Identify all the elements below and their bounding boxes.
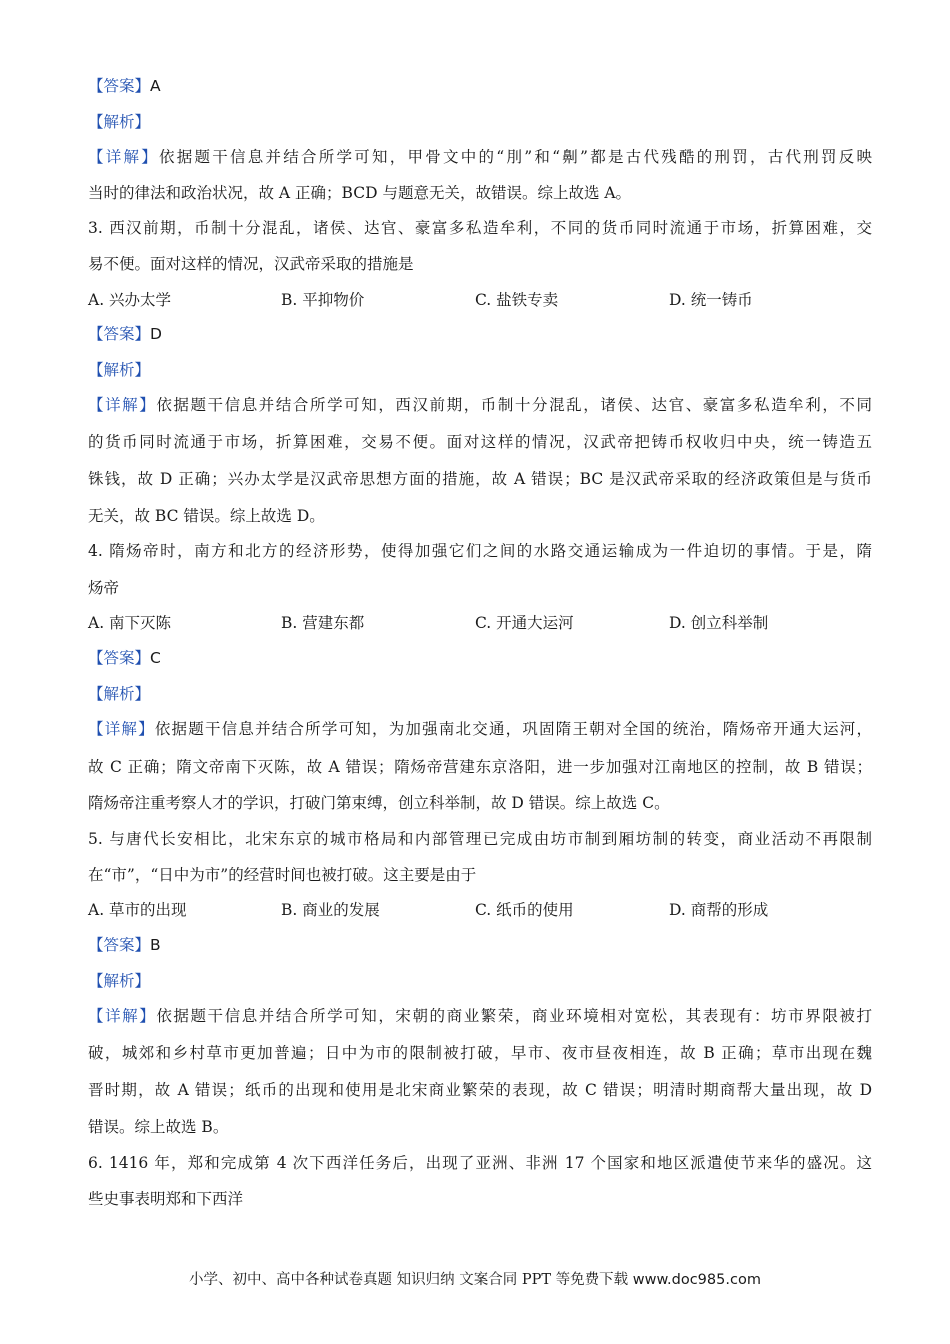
detail-line [88, 506, 325, 526]
analysis-tag: 【解析】 [88, 361, 151, 379]
detail-text: 依据题干信息并结合所学可知，为加强南北交通，巩固隋王朝对全国的统治，隋炀帝开通大运河， [154, 720, 872, 738]
answer-value: A [150, 77, 161, 95]
detail-line [88, 719, 872, 739]
question-stem [88, 578, 119, 598]
analysis-line [88, 360, 150, 380]
detail-text: 依据题干信息并结合所学可知，宋朝的商业繁荣，商业环境相对宽松，其表现有：坊市界限被打 [156, 1007, 872, 1025]
detail-text: 铢钱，故 D 正确；兴办太学是汉武帝思想方面的措施，故 A 错误；BC 是汉武帝采取的经济政策但是与货币 [88, 470, 872, 488]
analysis-tag: 【解析】 [88, 972, 151, 990]
detail-tag: 【详解】 [88, 148, 160, 166]
option-b: B. 平抑物价 [281, 291, 365, 309]
detail-text: 依据题干信息并结合所学可知，甲骨文中的“刖”和“劓”都是古代残酷的刑罚，古代刑罚反映 [159, 148, 872, 166]
detail-text: 错误。综上故选 B。 [88, 1118, 229, 1136]
detail-line [88, 147, 872, 167]
detail-text: 无关，故 BC 错误。综上故选 D。 [88, 507, 325, 525]
question-stem [88, 865, 476, 885]
detail-text: 隋炀帝注重考察人才的学识，打破门第束缚，创立科举制，故 D 错误。综上故选 C。 [88, 794, 670, 812]
detail-line [88, 793, 670, 813]
answer-line [88, 76, 161, 96]
answer-tag: 【答案】 [88, 77, 151, 95]
option-d: D. 商帮的形成 [669, 901, 769, 919]
question-stem [88, 254, 414, 274]
detail-tag: 【详解】 [88, 720, 155, 738]
question-stem-text: 6. 1416 年，郑和完成第 4 次下西洋任务后，出现了亚洲、非洲 17 个国家和地区派遣使节来华的盛况。这 [88, 1154, 872, 1172]
footer-text: 小学、初中、高中各种试卷真题 知识归纳 文案合同 PPT 等免费下载 [189, 1272, 629, 1288]
analysis-line [88, 112, 150, 132]
detail-line [88, 757, 872, 777]
detail-tag: 【详解】 [88, 1007, 157, 1025]
analysis-tag: 【解析】 [88, 685, 151, 703]
detail-text: 当时的律法和政治状况，故 A 正确；BCD 与题意无关，故错误。综上故选 A。 [88, 184, 632, 202]
question-stem-text: 些史事表明郑和下西洋 [88, 1190, 244, 1208]
detail-text: 依据题干信息并结合所学可知，西汉前期，币制十分混乱，诸侯、达官、豪富多私造牟利，不同 [156, 396, 872, 414]
answer-line [88, 324, 162, 344]
detail-line [88, 395, 872, 415]
detail-text: 破，城郊和乡村草市更加普遍；日中为市的限制被打破，早市、夜市昼夜相连，故 B 正确；草市出现在魏 [88, 1044, 872, 1062]
option-c: C. 纸币的使用 [475, 901, 574, 919]
question-stem-text: 4. 隋炀帝时，南方和北方的经济形势，使得加强它们之间的水路交通运输成为一件迫切的事情。于是，隋 [88, 542, 872, 560]
detail-line [88, 1080, 872, 1100]
detail-line [88, 432, 872, 452]
detail-line [88, 469, 872, 489]
analysis-line [88, 684, 150, 704]
answer-line [88, 648, 161, 668]
detail-line [88, 1043, 872, 1063]
option-c: C. 盐铁专卖 [475, 291, 559, 309]
analysis-tag: 【解析】 [88, 113, 151, 131]
question-stem-text: 5. 与唐代长安相比，北宋东京的城市格局和内部管理已完成由坊市制到厢坊制的转变，商业活动不再限制 [88, 830, 872, 848]
answer-value: C [150, 649, 161, 667]
option-a: A. 兴办太学 [88, 291, 172, 309]
question-stem [88, 541, 872, 561]
option-b: B. 营建东都 [281, 614, 365, 632]
question-stem-text: 炀帝 [88, 579, 120, 597]
option-d: D. 创立科举制 [669, 614, 769, 632]
answer-tag: 【答案】 [88, 936, 151, 954]
option-d: D. 统一铸币 [669, 291, 753, 309]
question-stem [88, 218, 872, 238]
detail-line [88, 1006, 872, 1026]
answer-tag: 【答案】 [88, 649, 151, 667]
footer-link[interactable]: www.doc985.com [632, 1272, 761, 1288]
question-stem [88, 1189, 243, 1209]
answer-line [88, 935, 161, 955]
option-c: C. 开通大运河 [475, 614, 574, 632]
detail-text: 的货币同时流通于市场，折算困难，交易不便。面对这样的情况，汉武帝把铸币权收归中央，统一铸造五 [88, 433, 872, 451]
question-stem-text: 易不便。面对这样的情况，汉武帝采取的措施是 [88, 255, 414, 273]
question-stem [88, 829, 872, 849]
question-stem-text: 在“市”，“日中为市”的经营时间也被打破。这主要是由于 [88, 866, 477, 884]
detail-line [88, 1117, 228, 1137]
answer-value: B [150, 936, 161, 954]
option-b: B. 商业的发展 [281, 901, 380, 919]
page-footer [0, 1268, 950, 1289]
detail-text: 故 C 正确；隋文帝南下灭陈，故 A 错误；隋炀帝营建东京洛阳，进一步加强对江南地区的控制，故 B 错误； [88, 758, 872, 776]
detail-text: 晋时期，故 A 错误；纸币的出现和使用是北宋商业繁荣的表现，故 C 错误；明清时期商帮大量出现，故 D [88, 1081, 872, 1099]
answer-tag: 【答案】 [88, 325, 151, 343]
answer-value: D [150, 325, 162, 343]
option-a: A. 草市的出现 [88, 901, 187, 919]
detail-tag: 【详解】 [88, 396, 157, 414]
detail-line [88, 183, 631, 203]
question-stem [88, 1153, 872, 1173]
option-a: A. 南下灭陈 [88, 614, 172, 632]
analysis-line [88, 971, 150, 991]
question-stem-text: 3. 西汉前期，币制十分混乱，诸侯、达官、豪富多私造牟利，不同的货币同时流通于市场，折算困难，交 [88, 219, 872, 237]
